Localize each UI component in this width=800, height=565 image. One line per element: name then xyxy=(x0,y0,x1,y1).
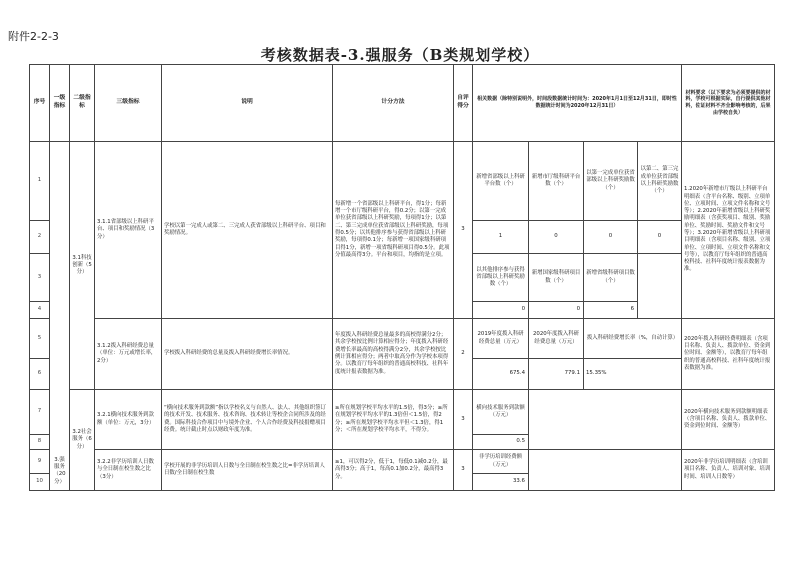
row-number: 6 xyxy=(30,359,50,390)
data-value: 0 xyxy=(584,221,638,254)
header-material: 材料要求（以下要求为必须要提供的材料，学校可根据实际，自行提供其他材料，佐证材料不齐全影响考核的，后果由学校自负） xyxy=(682,65,775,142)
desc-322: 学校开展的非学历培训人日数与全日制在校生数之比=非学历培训人日数/全日制在校生数 xyxy=(162,450,333,491)
row-number: 9 xyxy=(30,450,50,474)
data-label: 以第一完成单位获省部级以上科研奖励数（个） xyxy=(584,142,638,221)
self-score-321: 3 xyxy=(454,390,473,450)
level3-indicator-311: 3.1.1省部级以上科研平台、项目和奖励情况（3分） xyxy=(95,142,162,319)
desc-311: 学校以第一完成人或第二、三完成人获省部级以上科研平台、项目和奖励情况。 xyxy=(162,142,333,319)
material-322: 2020年非学历培训明细表（含培训项目名称、负责人、培训对象、培训时间、培训人日数等） xyxy=(682,450,775,491)
method-322: ≥1，可以得2分，低于1，每低0.1减0.2分，最高得3分；高于1，每高0.1加0.2分，最高得3分。 xyxy=(333,450,454,491)
self-score-311: 3 xyxy=(454,142,473,319)
row-number: 10 xyxy=(30,474,50,491)
data-label: 新增市厅级科研平台数（个） xyxy=(529,142,584,221)
table-row xyxy=(30,450,775,474)
header-self-score: 自评得分 xyxy=(454,65,473,142)
header-row xyxy=(30,65,775,142)
level3-indicator-312: 3.1.2拨入科研经费总量（单位：万元或增长率，2分） xyxy=(95,319,162,390)
data-value: 6 xyxy=(584,302,638,319)
data-label: 横向技术服务到款额（万元） xyxy=(473,390,529,435)
header-related-data: 相关数据（除特别说明外，时间段数据统计时间为：2020年1月1日至12月31日，即时性数据统计时间为2020年12月31日） xyxy=(473,65,682,142)
row-number: 2 xyxy=(30,221,50,254)
method-311: 每新增一个省部级以上科研平台，得1分；每新增一个市厅级科研平台，得0.2分；以第一完成单位获省部级以上科研奖励，每项得1分；以第二、第三完成单位获省部级以上科研奖励，每项得0.5分；以其他排序参与获得省部级以上科研奖励，每项得0.1分；每新增一项国家级科研项目得1分，新增一项省级科研项目得0.5分。此项分值最高得3分。平台和项目，均指的是立项。 xyxy=(333,142,454,319)
data-label: 非学历培训经费额（万元） xyxy=(473,450,529,474)
data-label: 拨入科研经费增长率（%，自动计算） xyxy=(584,319,682,359)
page-title: 考核数据表-3.强服务（B类规划学校） xyxy=(260,46,540,64)
data-value: 0 xyxy=(529,302,584,319)
row-number: 4 xyxy=(30,302,50,319)
data-value: 0 xyxy=(529,221,584,254)
row-number: 3 xyxy=(30,254,50,302)
level2-tech-innovation: 3.1科技创新（5分） xyxy=(70,142,95,390)
level1-indicator: 3.强服务（20分） xyxy=(50,142,70,491)
material-311: 1.2020年新增市厅级以上科研平台明细表（含平台名称、级别、立项单位、立项时间、立项文件名称和文号等）；2.2020年新增省级以上科研奖励明细表（含获奖项目、级别、奖励单位、奖励时间、奖励文件和文号等）；3.2020年新增省级以上科研项目明细表（含项目名称、级别、立项单位、立项时间、立项文件名称和文号等），以教育厅每年组织的普通高校科技、社科年度统计报表数据为准。 xyxy=(682,142,775,319)
data-label: 2019年度拨入科研经费总量（万元） xyxy=(473,319,529,359)
data-value: 0 xyxy=(473,302,529,319)
self-score-312: 2 xyxy=(454,319,473,390)
level3-indicator-322: 3.2.2非学历培训人日数与全日制在校生数之比（3分） xyxy=(95,450,162,491)
table-row xyxy=(30,390,775,435)
header-method: 计分方法 xyxy=(333,65,454,142)
method-321: ≥所在规划学校平均水平的1.5倍，得3分；≥所在规划学校平均水平的1.3倍但＜1.5倍，得2分；≥所在规划学校平均水平但＜1.3倍，得1分；＜所在规划学校平均水平，不得分。 xyxy=(333,390,454,450)
header-level3: 三级指标 xyxy=(95,65,162,142)
level2-social-service: 3.2社会服务（6分） xyxy=(70,390,95,491)
material-312: 2020年拨入科研经费明细表（含项目名称、负责人、拨款单位、资金到位时间、金额等），以教育厅每年组织的普通高校科技、社科年度统计报表数据为准。 xyxy=(682,319,775,390)
assessment-table xyxy=(29,64,775,491)
data-label: 以第二、第三完成单位获省部级以上科研奖励数（个） xyxy=(638,142,682,221)
header-level1: 一级指标 xyxy=(50,65,70,142)
data-value: 1 xyxy=(473,221,529,254)
self-score-322: 3 xyxy=(454,450,473,491)
data-label: 以其他排序参与获得省部级以上科研奖励数（个） xyxy=(473,254,529,302)
data-value: 0.5 xyxy=(473,435,529,450)
table-row xyxy=(30,319,775,359)
header-desc: 说明 xyxy=(162,65,333,142)
data-label: 新增国家级科研项目数（个） xyxy=(529,254,584,302)
method-312: 年度拨入科研经费总量最多的高校得满分2分；其余学校按比例计算相应得分；年度拨入科研经费增长率最高的高校得满分2分，其余学校按比例计算相应得分；两者中取高分作为学校本项得分。以教育厅每年组织的普通高校科技、社科年度统计报表数据为准。 xyxy=(333,319,454,390)
desc-312: 学校拨入科研经费的总量及拨入科研经费增长率情况。 xyxy=(162,319,333,390)
header-seq: 序号 xyxy=(30,65,50,142)
data-value: 33.6 xyxy=(473,474,529,491)
data-value: 0 xyxy=(638,221,682,254)
data-label: 新增省部级以上科研平台数（个） xyxy=(473,142,529,221)
row-number: 7 xyxy=(30,390,50,435)
desc-321: “横向技术服务到款额”指以学校名义与自然人、法人、其他组织签订的技术开发、技术服务、技术咨询、技术转让等校企合同所涉及的经费。国际科技合作项目中与境外企业、个人合作经费及科技捐赠项目经费。统计截止时点以财政年度为准。 xyxy=(162,390,333,450)
row-number: 8 xyxy=(30,435,50,450)
data-label: 2020年度拨入科研经费总量（万元） xyxy=(529,319,584,359)
data-value: 779.1 xyxy=(529,359,584,390)
row-number: 5 xyxy=(30,319,50,359)
level3-indicator-321: 3.2.1横向技术服务到款额（单位：万元，3分） xyxy=(95,390,162,450)
row-number: 1 xyxy=(30,142,50,221)
attachment-label: 附件2-2-3 xyxy=(8,30,59,43)
data-value: 675.4 xyxy=(473,359,529,390)
table-row xyxy=(30,142,775,221)
data-empty-cell xyxy=(529,390,682,450)
data-empty-cell xyxy=(638,254,682,319)
data-empty-cell xyxy=(529,450,682,491)
data-value: 15.35% xyxy=(584,359,682,390)
header-level2: 二级指标 xyxy=(70,65,95,142)
material-321: 2020年横向技术服务到款额明细表（含项目名称、负责人、拨款单位、资金到位时间、金额等） xyxy=(682,390,775,450)
data-label: 新增省级科研项目数（个） xyxy=(584,254,638,302)
